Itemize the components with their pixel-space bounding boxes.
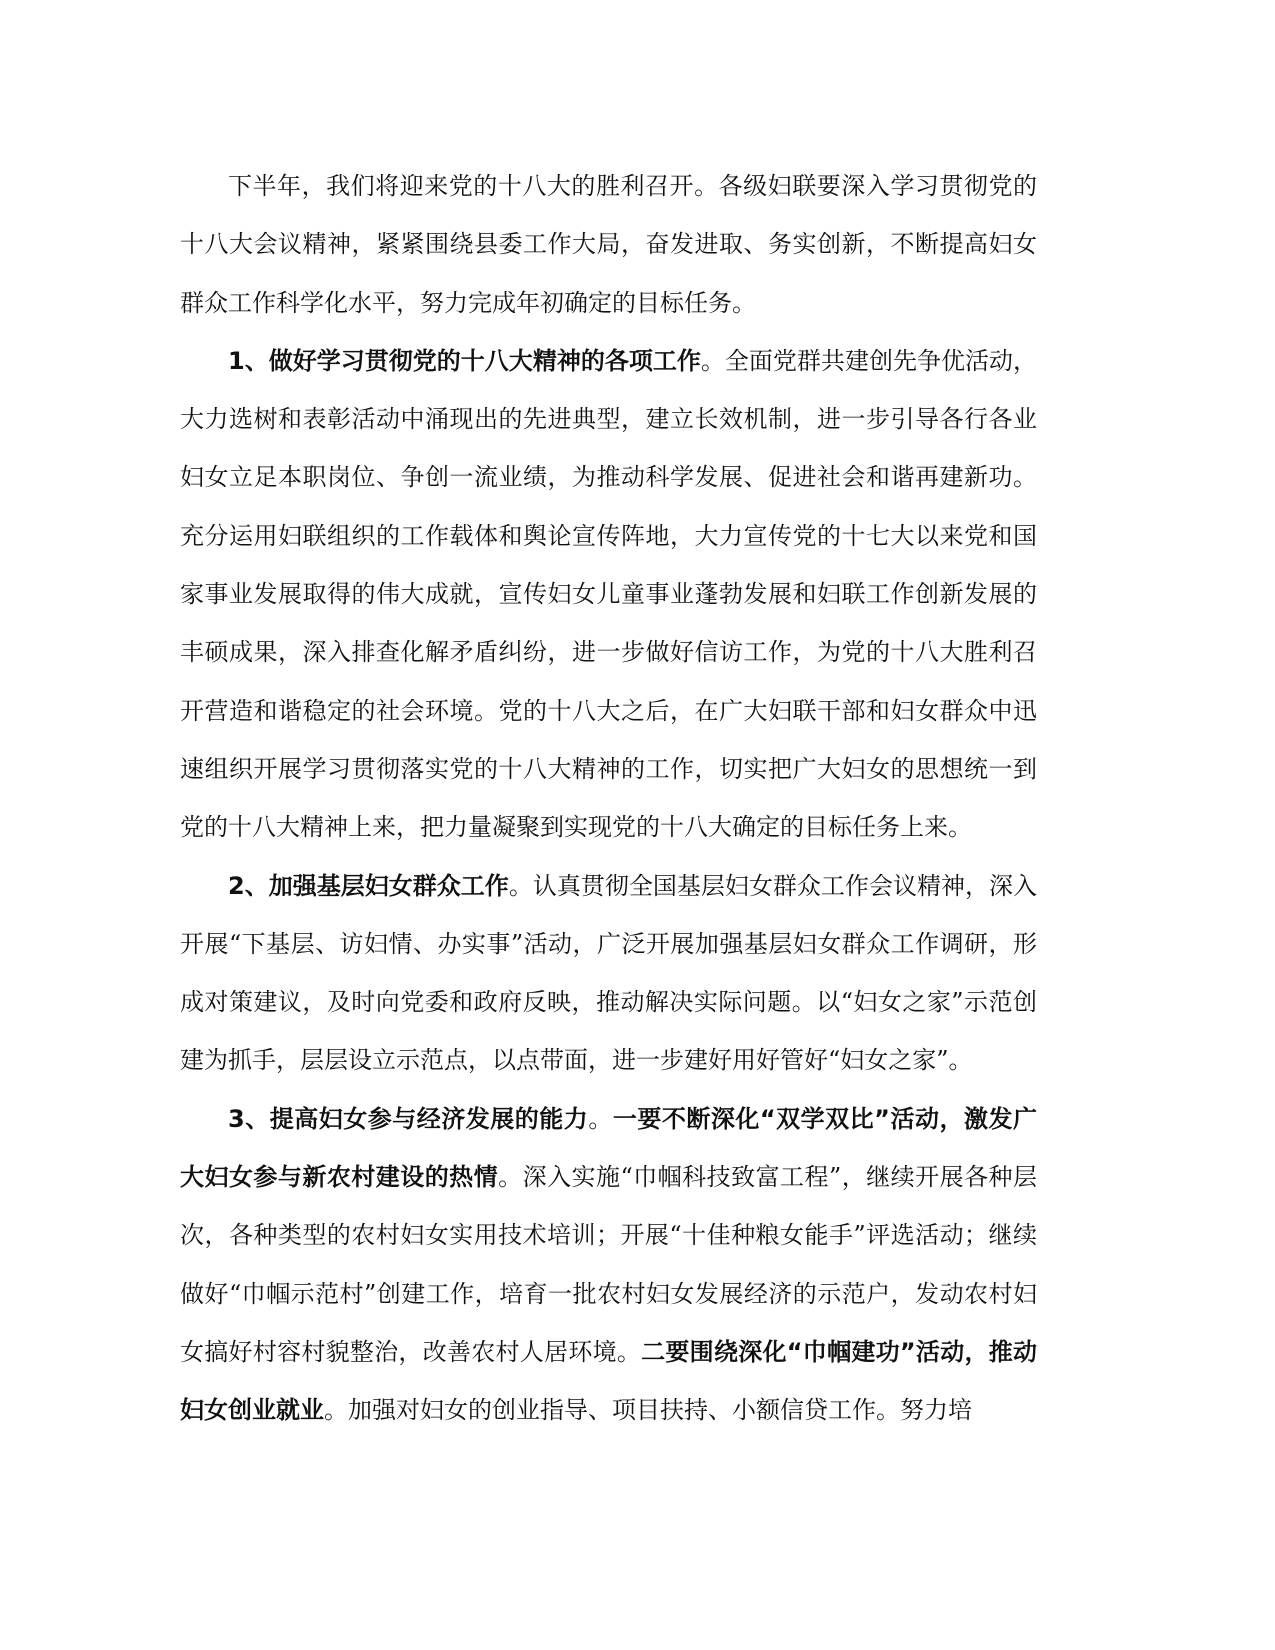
item-3-heading: 3、提高妇女参与经济发展的能力 xyxy=(228,1104,589,1133)
item-2-heading: 2、加强基层妇女群众工作 xyxy=(228,871,509,900)
item-3-point-1-heading: 一要不断深化“双学双比”活动，激发广大妇女参与新农村建设的热情 xyxy=(180,1104,1038,1192)
paragraph-text: 。认真贯彻全国基层妇女群众工作会议精神，深入开展“下基层、访妇情、办实事”活动，广泛开展加强基层妇女群众工作调研，形成对策建议，及时向党委和政府反映，推动解决实际问题。以“妇女之家”示范创建为抓手，层层设立示范点，以点带面，进一步建好用好管好“妇女之家”。 xyxy=(180,871,1037,1075)
item-3-point-2-heading: 二要围绕深化“巾帼建功”活动，推动妇女创业就业 xyxy=(180,1337,1038,1425)
document-page xyxy=(180,157,1037,1440)
paragraph-text: 。 xyxy=(588,1104,613,1133)
paragraph-item-2 xyxy=(180,857,1037,1090)
paragraph-text: 。加强对妇女的创业指导、项目扶持、小额信贷工作。努力培 xyxy=(324,1396,972,1425)
paragraph-item-3 xyxy=(180,1090,1037,1440)
paragraph-text: 。全面党群共建创先争优活动，大力选树和表彰活动中涌现出的先进典型，建立长效机制，进一步引导各行各业妇女立足本职岗位、争创一流业绩，为推动科学发展、促进社会和谐再建新功。充分运用妇联组织的工作载体和舆论宣传阵地，大力宣传党的十七大以来党和国家事业发展取得的伟大成就，宣传妇女儿童事业蓬勃发展和妇联工作创新发展的丰硕成果，深入排查化解矛盾纠纷，进一步做好信访工作，为党的十八大胜利召开营造和谐稳定的社会环境。党的十八大之后，在广大妇联干部和妇女群众中迅速组织开展学习贯彻落实党的十八大精神的工作，切实把广大妇女的思想统一到党的十八大精神上来，把力量凝聚到实现党的十八大确定的目标任务上来。 xyxy=(180,346,1038,842)
paragraph-intro xyxy=(180,157,1037,332)
item-1-heading: 1、做好学习贯彻党的十八大精神的各项工作 xyxy=(228,346,701,375)
paragraph-text: 。深入实施“巾帼科技致富工程”，继续开展各种层次，各种类型的农村妇女实用技术培训；开展“十佳种粮女能手”评选活动；继续做好“巾帼示范村”创建工作，培育一批农村妇女发展经济的示范户，发动农村妇女搞好村容村貌整治，改善农村人居环境。 xyxy=(180,1163,1038,1366)
paragraph-text: 下半年，我们将迎来党的十八大的胜利召开。各级妇联要深入学习贯彻党的十八大会议精神，紧紧围绕县委工作大局，奋发进取、务实创新，不断提高妇女群众工作科学化水平，努力完成年初确定的目标任务。 xyxy=(180,172,1037,317)
paragraph-item-1 xyxy=(180,332,1037,857)
